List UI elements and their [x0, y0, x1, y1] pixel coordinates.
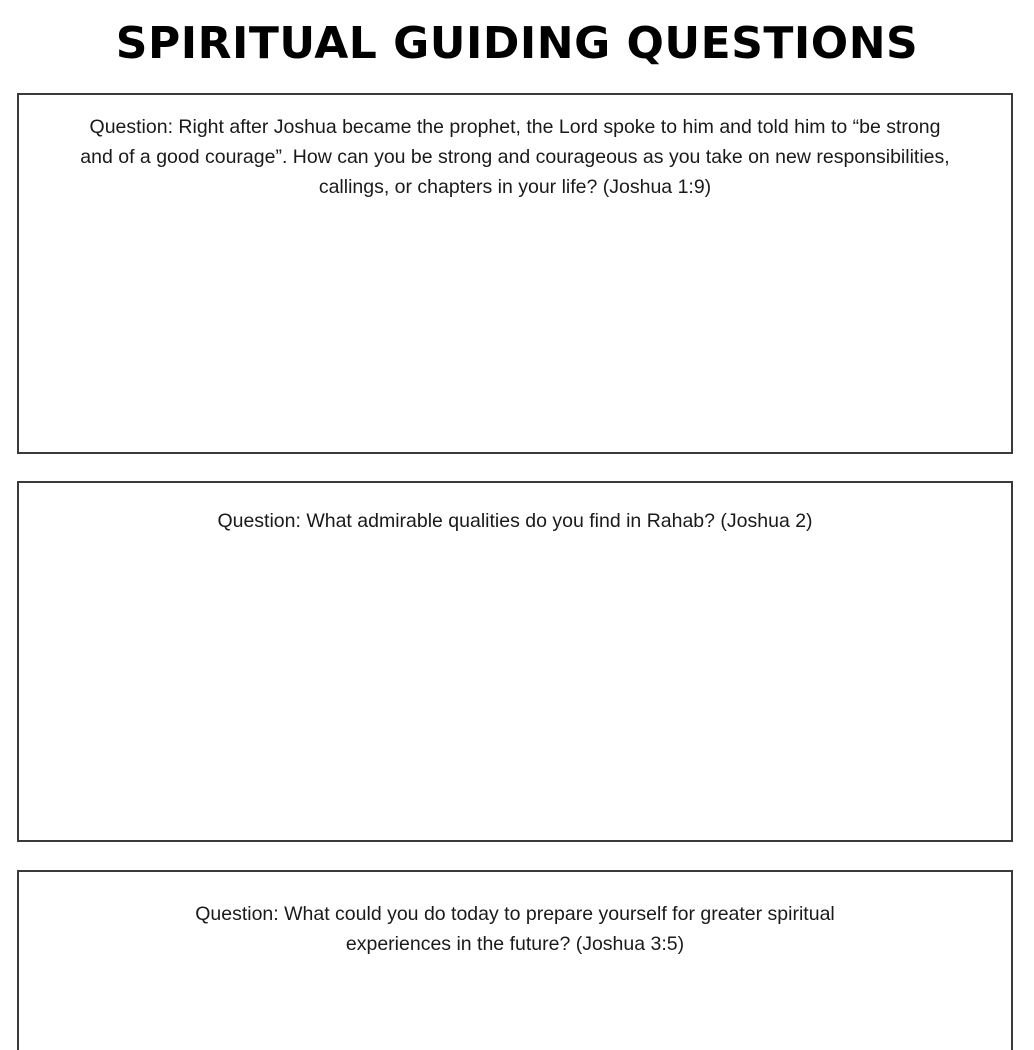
question-text: Question: What could you do today to prepare yourself for greater spiritual experiences in the future? (Joshua 3:5): [195, 903, 835, 955]
question-box-2[interactable]: [17, 481, 1013, 842]
page-title: SPIRITUAL GUIDING QUESTIONS: [115, 18, 919, 69]
question-text: Question: What admirable qualities do you find in Rahab? (Joshua 2): [217, 510, 813, 532]
question-box-1[interactable]: [17, 93, 1013, 454]
question-box-3[interactable]: [17, 870, 1013, 1050]
question-text: Question: Right after Joshua became the prophet, the Lord spoke to him and told him to “be strong and of a good courage”. How can you be strong and courageous as you take on new responsibilities, callings, or chapters in your life? (Joshua 1:9): [80, 116, 950, 198]
